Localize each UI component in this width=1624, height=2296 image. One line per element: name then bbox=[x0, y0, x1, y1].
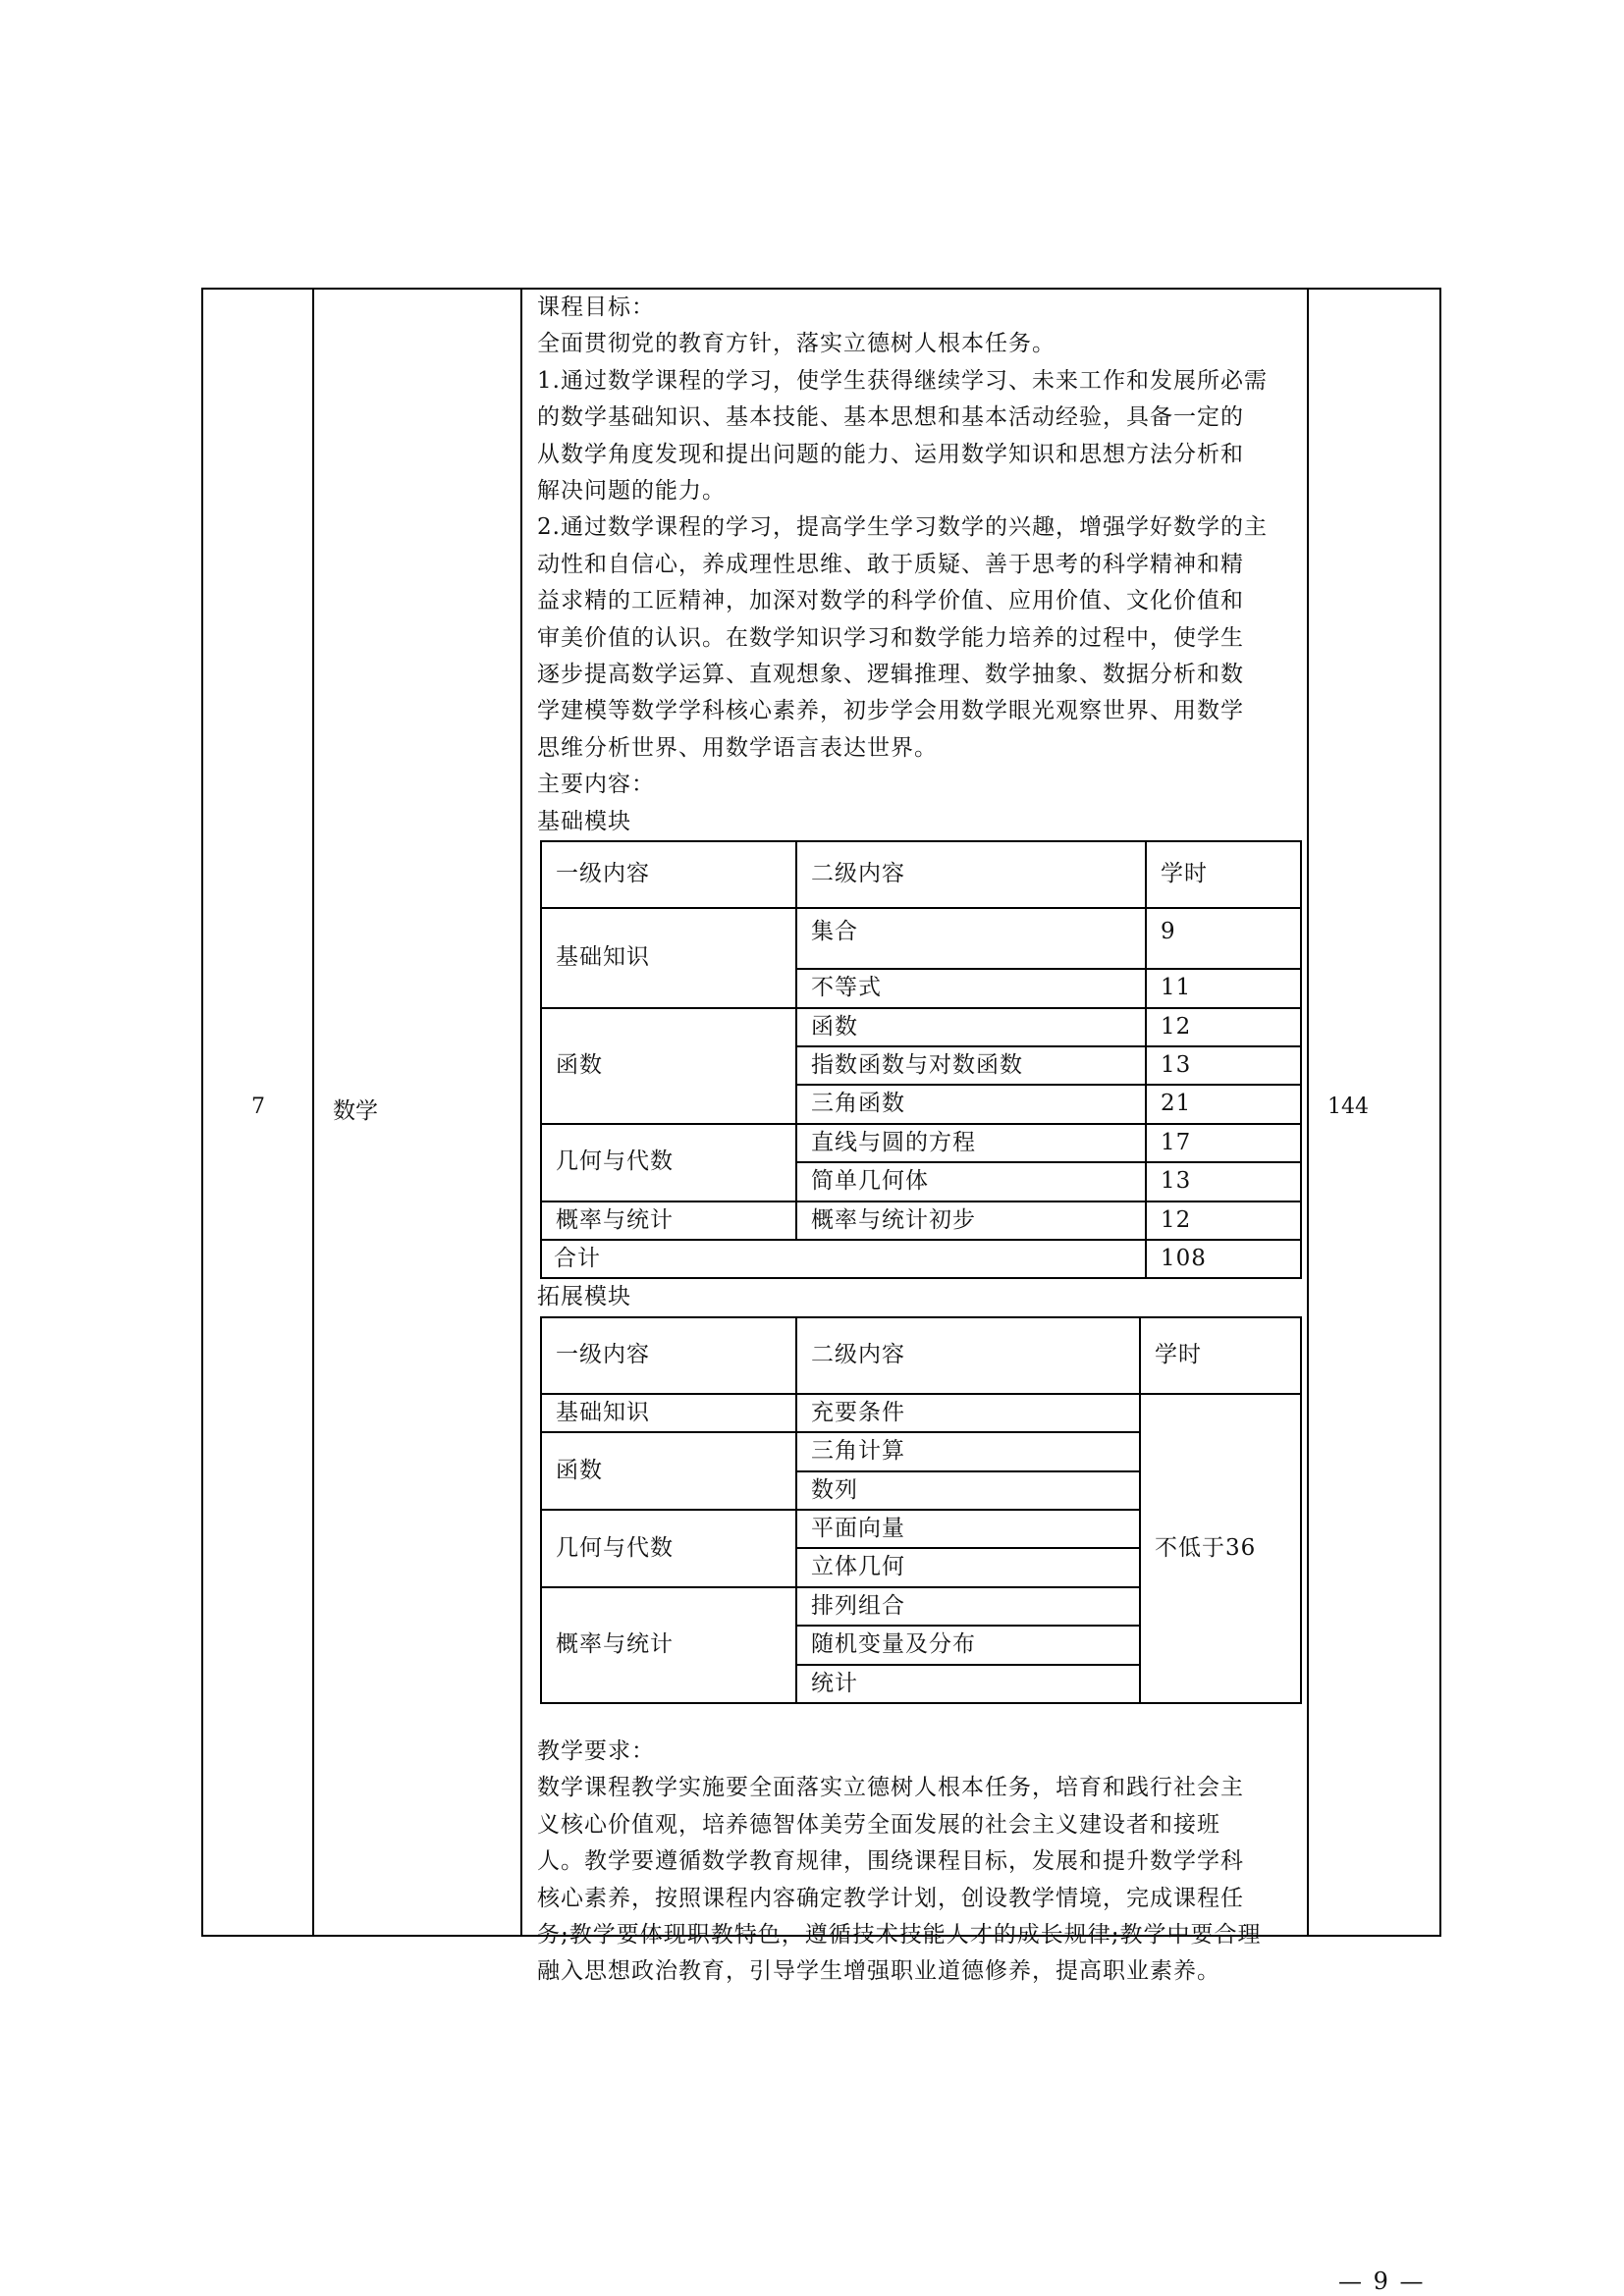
basic-module-title: 基础模块 bbox=[537, 808, 631, 834]
hours-cell: 13 bbox=[1146, 1162, 1301, 1201]
item-cell: 充要条件 bbox=[796, 1394, 1140, 1432]
goal-line: 逐步提高数学运算、直观想象、逻辑推理、数学抽象、数据分析和数 bbox=[537, 662, 1244, 688]
hours-cell: 不低于36 bbox=[1140, 1394, 1301, 1703]
header-cell: 二级内容 bbox=[796, 1317, 1140, 1394]
total-hours: 144 bbox=[1327, 1095, 1369, 1119]
item-cell: 统计 bbox=[796, 1665, 1140, 1703]
item-cell: 排列组合 bbox=[796, 1587, 1140, 1626]
table-row bbox=[541, 1124, 1301, 1162]
goal-line: 益求精的工匠精神，加深对数学的科学价值、应用价值、文化价值和 bbox=[537, 588, 1244, 614]
category-cell: 概率与统计 bbox=[541, 1587, 796, 1703]
header-cell: 学时 bbox=[1146, 841, 1301, 908]
category-cell: 概率与统计 bbox=[541, 1201, 796, 1240]
item-cell: 立体几何 bbox=[796, 1548, 1140, 1586]
table-row bbox=[541, 1394, 1301, 1432]
requirements-line: 人。教学要遵循数学教育规律，围绕课程目标，发展和提升数学学科 bbox=[537, 1848, 1244, 1875]
subject-name: 数学 bbox=[333, 1098, 378, 1124]
goal-line: 动性和自信心，养成理性思维、敢于质疑、善于思考的科学精神和精 bbox=[537, 551, 1244, 577]
course-table-row bbox=[201, 288, 1441, 1985]
item-cell: 简单几何体 bbox=[796, 1162, 1146, 1201]
course-content bbox=[537, 290, 1298, 1991]
table-row bbox=[541, 1008, 1301, 1046]
category-cell: 函数 bbox=[541, 1432, 796, 1510]
goal-line: 审美价值的认识。在数学知识学习和数学能力培养的过程中，使学生 bbox=[537, 624, 1244, 651]
requirements-title: 教学要求： bbox=[537, 1738, 655, 1764]
hours-cell: 17 bbox=[1146, 1124, 1301, 1162]
requirements-line: 务;教学要体现职教特色，遵循技术技能人才的成长规律;教学中要合理 bbox=[537, 1922, 1262, 1949]
category-cell: 几何与代数 bbox=[541, 1124, 796, 1201]
row-number: 7 bbox=[251, 1095, 265, 1119]
goal-line: 思维分析世界、用数学语言表达世界。 bbox=[537, 734, 938, 761]
goal-line: 1.通过数学课程的学习，使学生获得继续学习、未来工作和发展所必需 bbox=[537, 367, 1268, 394]
table-header-row bbox=[541, 1317, 1301, 1394]
extended-module-table bbox=[540, 1316, 1302, 1704]
category-cell: 几何与代数 bbox=[541, 1510, 796, 1587]
category-cell: 函数 bbox=[541, 1008, 796, 1124]
header-cell: 二级内容 bbox=[796, 841, 1146, 908]
basic-module-table bbox=[540, 840, 1302, 1279]
hours-cell: 12 bbox=[1146, 1201, 1301, 1240]
item-cell: 数列 bbox=[796, 1471, 1140, 1510]
item-cell: 随机变量及分布 bbox=[796, 1626, 1140, 1664]
goal-line: 2.通过数学课程的学习，提高学生学习数学的兴趣，增强学好数学的主 bbox=[537, 514, 1268, 541]
item-cell: 指数函数与对数函数 bbox=[796, 1046, 1146, 1085]
goal-line: 从数学角度发现和提出问题的能力、运用数学知识和思想方法分析和 bbox=[537, 441, 1244, 467]
item-cell: 概率与统计初步 bbox=[796, 1201, 1146, 1240]
item-cell: 不等式 bbox=[796, 969, 1146, 1007]
goal-intro: 全面贯彻党的教育方针，落实立德树人根本任务。 bbox=[537, 331, 1056, 357]
table-row bbox=[541, 1201, 1301, 1240]
item-cell: 平面向量 bbox=[796, 1510, 1140, 1548]
item-cell: 三角函数 bbox=[796, 1085, 1146, 1123]
item-cell: 三角计算 bbox=[796, 1432, 1140, 1470]
extended-module-title: 拓展模块 bbox=[537, 1284, 631, 1310]
requirements-line: 义核心价值观，培养德智体美劳全面发展的社会主义建设者和接班 bbox=[537, 1811, 1220, 1838]
page-number: — 9 — bbox=[1338, 2268, 1426, 2295]
category-cell: 基础知识 bbox=[541, 1394, 796, 1432]
requirements-line: 融入思想政治教育，引导学生增强职业道德修养，提高职业素养。 bbox=[537, 1958, 1220, 1985]
hours-cell: 11 bbox=[1146, 969, 1301, 1007]
hours-cell: 9 bbox=[1146, 908, 1301, 969]
total-label: 合计 bbox=[541, 1240, 1146, 1278]
goal-title: 课程目标： bbox=[537, 294, 655, 320]
table-header-row bbox=[541, 841, 1301, 908]
header-cell: 一级内容 bbox=[541, 1317, 796, 1394]
hours-cell: 21 bbox=[1146, 1085, 1301, 1123]
goal-line: 的数学基础知识、基本技能、基本思想和基本活动经验，具备一定的 bbox=[537, 404, 1244, 431]
hours-cell: 13 bbox=[1146, 1046, 1301, 1085]
header-cell: 学时 bbox=[1140, 1317, 1301, 1394]
item-cell: 函数 bbox=[796, 1008, 1146, 1046]
item-cell: 集合 bbox=[796, 908, 1146, 969]
goal-line: 学建模等数学学科核心素养，初步学会用数学眼光观察世界、用数学 bbox=[537, 698, 1244, 724]
item-cell: 直线与圆的方程 bbox=[796, 1124, 1146, 1162]
goal-line: 解决问题的能力。 bbox=[537, 478, 726, 505]
requirements-line: 数学课程教学实施要全面落实立德树人根本任务，培育和践行社会主 bbox=[537, 1775, 1244, 1801]
main-content-title: 主要内容： bbox=[537, 772, 655, 798]
category-cell: 基础知识 bbox=[541, 908, 796, 1007]
requirements-line: 核心素养，按照课程内容确定教学计划，创设教学情境，完成课程任 bbox=[537, 1885, 1244, 1911]
hours-cell: 12 bbox=[1146, 1008, 1301, 1046]
table-total-row bbox=[541, 1240, 1301, 1278]
table-row bbox=[541, 908, 1301, 969]
total-hours-cell: 108 bbox=[1146, 1240, 1301, 1278]
header-cell: 一级内容 bbox=[541, 841, 796, 908]
